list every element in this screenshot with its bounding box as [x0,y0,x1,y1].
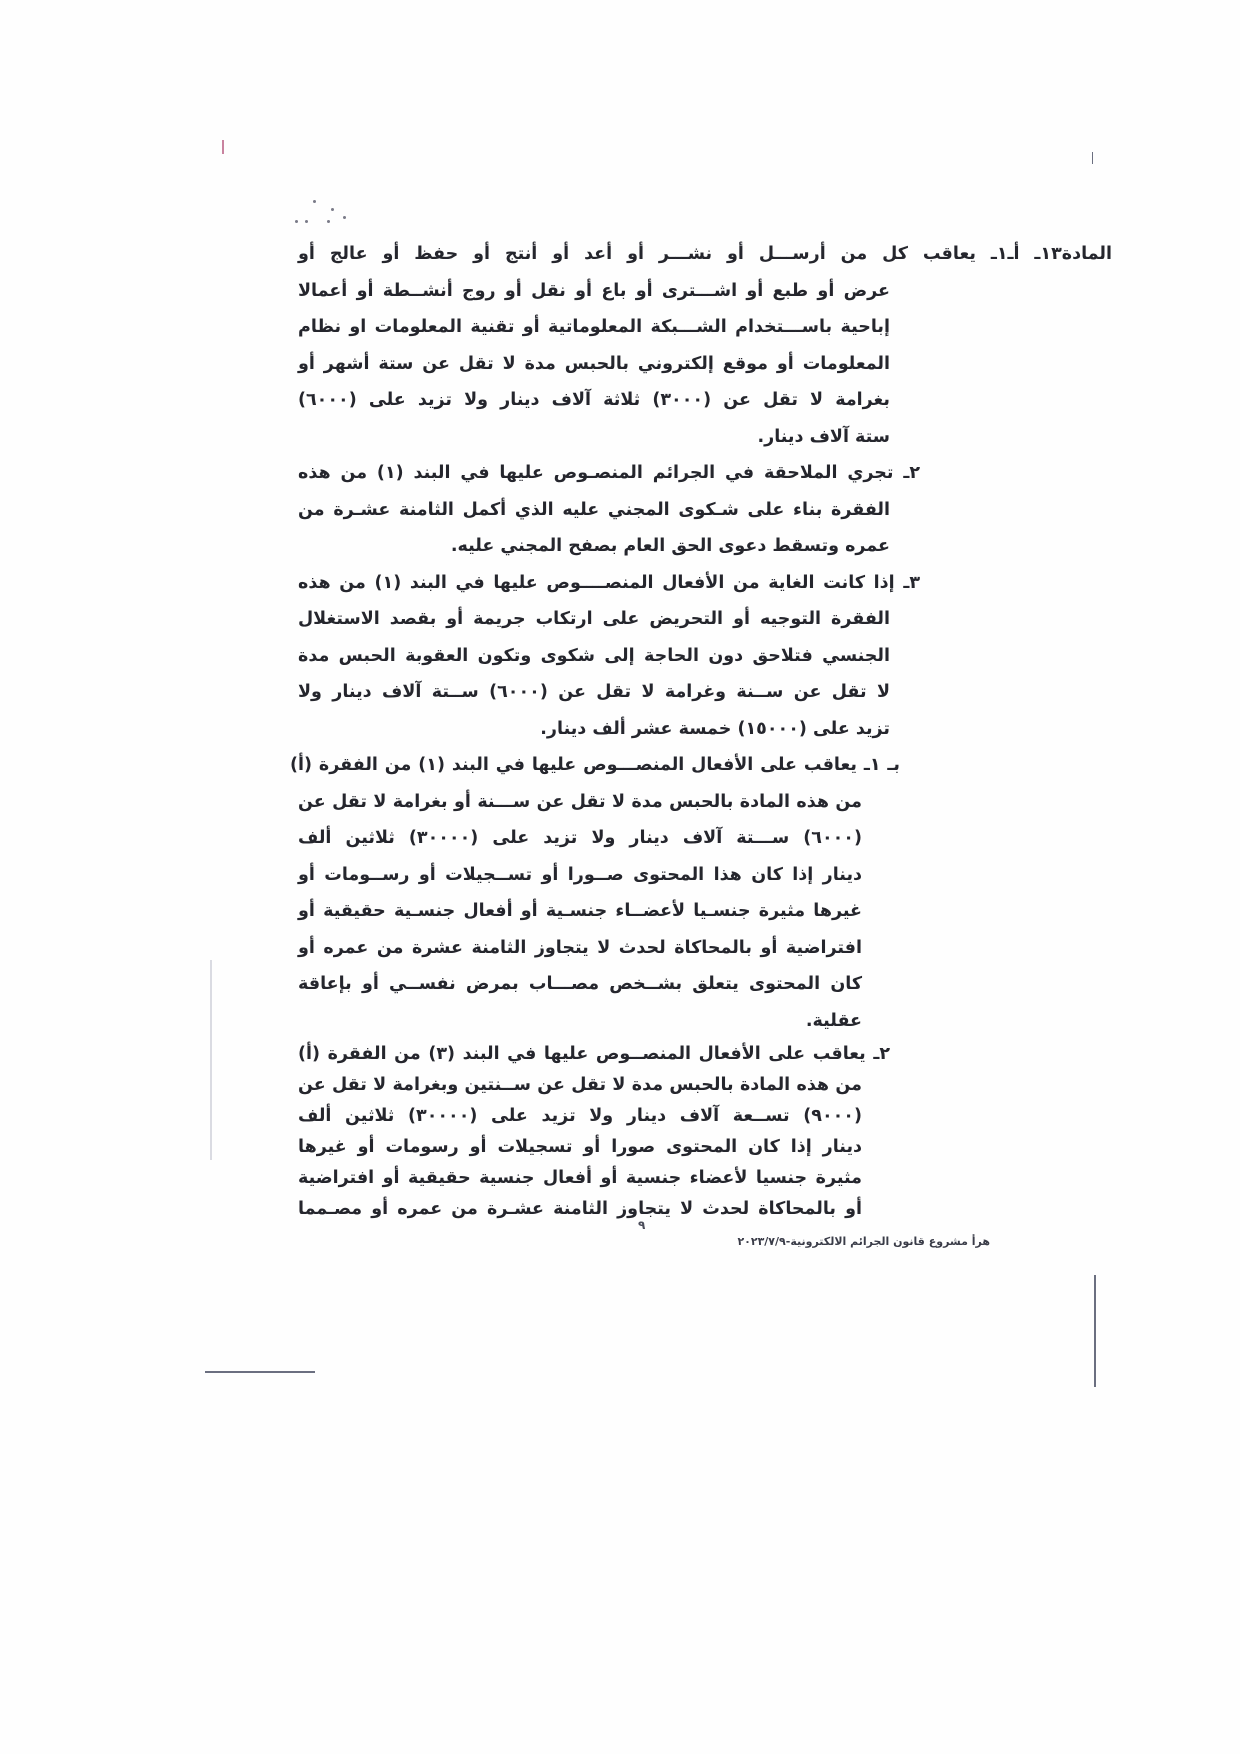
text-line: عقلية. [805,1010,862,1031]
text-line: ٣ـ إذا كانت الغاية من الأفعال المنصــــوص عليها في البند (١) من هذه [298,572,920,593]
margin-mark-right-top [1092,152,1093,164]
text-line: (٩٠٠٠) تســعة آلاف دينار ولا تزيد على (٣٠٠٠٠) ثلاثين ألف [298,1106,862,1126]
text-line: أو بالمحاكاة لحدث لا يتجاوز الثامنة عشـرة من عمره أو مصـمما [298,1199,862,1219]
text-line: دينار إذا كان المحتوى صورا أو تسجيلات أو رسومات أو غيرها [298,1137,862,1157]
text-line: عمره وتسقط دعوى الحق العام بصفح المجني عليه. [450,536,890,556]
margin-mark-left-top [222,140,224,154]
text-line: غيرها مثيرة جنسـيا لأعضــاء جنسـية أو أفعال جنسـية حقيقية أو [298,901,862,921]
text-line: من هذه المادة بالحبس مدة لا تقل عن ســنتين وبغرامة لا تقل عن [298,1075,862,1095]
article-13-body [290,236,1112,1225]
page-number: ٩ [638,1218,646,1232]
paragraph-a-2 [298,455,1010,565]
paragraph-b-2 [298,1039,1010,1225]
text-line: ٢ـ يعاقب على الأفعال المنصــوص عليها في البند (٣) من الفقرة (أ) [298,1044,890,1064]
text-line: إباحية باســـتخدام الشـــبكة المعلوماتية أو تقنية المعلومات او نظام [298,317,890,337]
text-line: تزيد على (١٥٠٠٠) خمسة عشر ألف دينار. [540,718,890,739]
text-line: افتراضية أو بالمحاكاة لحدث لا يتجاوز الثامنة عشرة من عمره أو [298,937,862,958]
text-line: المادة١٣ـ أـ١ـ يعاقب كل من أرســـل أو نشـــر أو أعد أو أنتج أو حفظ أو عالج أو [298,244,1112,264]
text-line: الفقرة بناء على شـكوى المجني عليه الذي أكمل الثامنة عشـرة من [298,499,890,520]
text-line: المعلومات أو موقع إلكتروني بالحبس مدة لا تقل عن ستة أشهر أو [298,353,890,374]
paragraph-a-3 [298,565,1010,748]
scan-speckles [285,190,365,240]
text-line: من هذه المادة بالحبس مدة لا تقل عن ســـنة أو بغرامة لا تقل عن [298,791,862,812]
text-line: ستة آلاف دينار. [757,426,890,447]
text-line: الفقرة التوجيه أو التحريض على ارتكاب جريمة أو بقصد الاستغلال [298,609,890,629]
margin-mark-left-long [210,960,212,1160]
paragraph-a-1 [298,236,1112,455]
text-line: لا تقل عن ســنة وغرامة لا تقل عن (٦٠٠٠) ســتة آلاف دينار ولا [298,682,891,702]
margin-mark-right-bottom [1094,1275,1096,1387]
text-line: دينار إذا كان هذا المحتوى صــورا أو تســجيلات أو رســومات أو [298,864,862,885]
text-line: كان المحتوى يتعلق بشــخص مصـــاب بمرض نفســي أو بإعاقة [298,974,862,994]
text-line: الجنسي فتلاحق دون الحاجة إلى شكوى وتكون العقوبة الحبس مدة [298,645,890,666]
text-line: (٦٠٠٠) ســـتة آلاف دينار ولا تزيد على (٣٠٠٠٠) ثلاثين ألف [298,828,862,848]
text-line: عرض أو طبع أو اشـــترى أو باع أو نقل أو روج أنشــطة أو أعمالا [298,280,890,301]
paragraph-b-1 [290,747,1010,1039]
footer-document-title: هرأ مشروع قانون الجرائم الالكترونية-٢٠٢٣/٧/٩ [737,1235,990,1248]
text-line: بـ ١ـ يعاقب على الأفعال المنصـــوص عليها في البند (١) من الفقرة (أ) [290,755,900,775]
text-line: ٢ـ تجري الملاحقة في الجرائم المنصـوص عليها في البند (١) من هذه [298,463,920,483]
text-line: بغرامة لا تقل عن (٣٠٠٠) ثلاثة آلاف دينار ولا تزيد على (٦٠٠٠) [298,390,891,410]
bottom-rule [205,1371,315,1373]
text-line: مثيرة جنسيا لأعضاء جنسية أو أفعال جنسية حقيقية أو افتراضية [298,1168,862,1188]
